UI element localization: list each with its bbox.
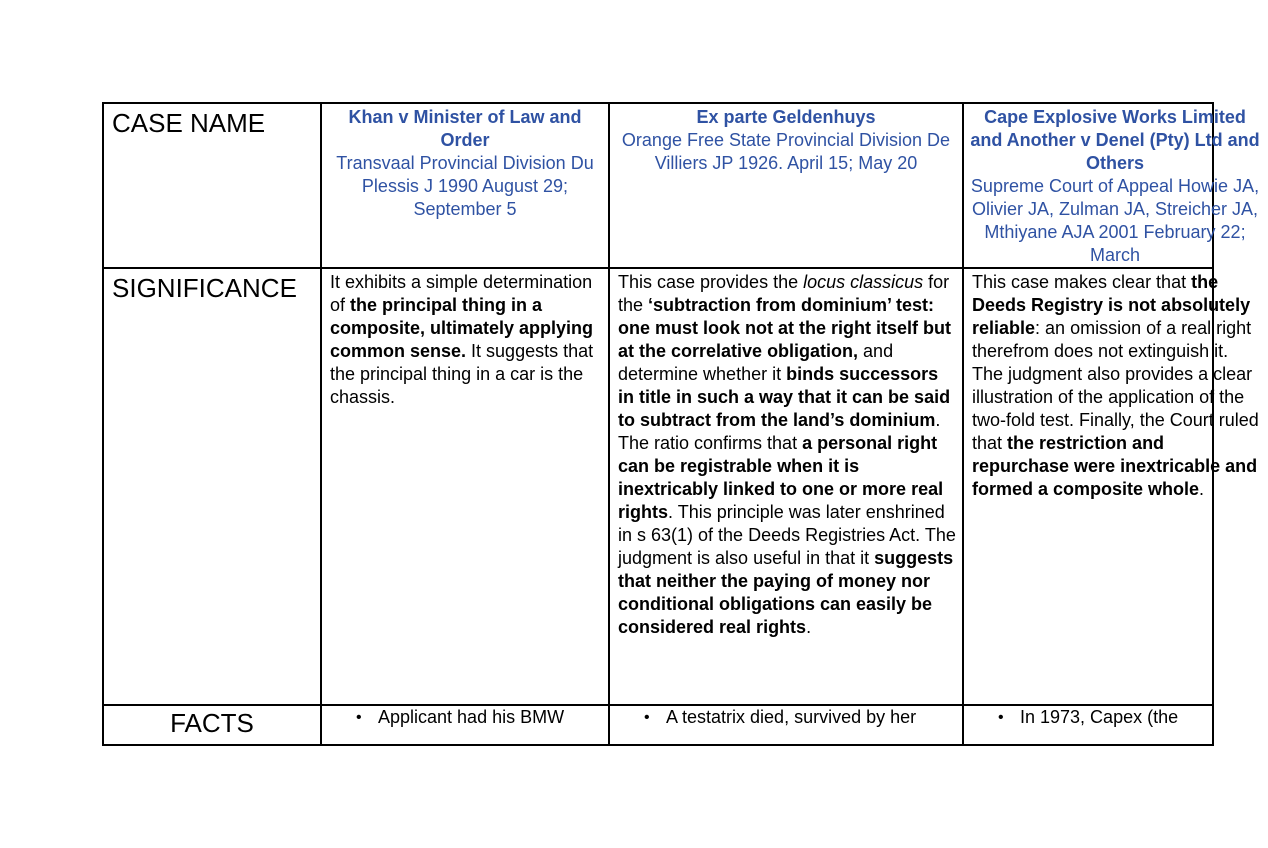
significance-run: : an omission of a real right therefrom does not extinguish it. The judgment also provides a clear illustration of the application of the two-fold test. Finally, the Court ruled that (972, 318, 1259, 453)
bullet-icon: • (644, 709, 650, 726)
significance-label: SIGNIFICANCE (112, 273, 297, 303)
case-heading-cell (963, 103, 1260, 268)
case-title: Khan v Minister of Law and Order (348, 107, 582, 150)
significance-bold-run: ‘subtraction from dominium’ test: one must look not at the right itself but at the correlative obligation, (618, 295, 951, 361)
case-heading-cell (609, 103, 963, 268)
significance-text (964, 269, 1268, 501)
case-name-row (103, 103, 1213, 268)
significance-run: and determine whether it (618, 341, 894, 384)
case-court-details: Transvaal Provincial Division Du Plessis J 1990 August 29; September 5 (336, 153, 594, 219)
significance-run: It exhibits a simple determination of (330, 272, 593, 315)
case-court-details: Orange Free State Provincial Division De Villiers JP 1926. April 15; May 20 (621, 130, 951, 173)
significance-bold-run: binds successors in title in such a way that it can be said to subtract from the land’s dominium (618, 364, 951, 430)
significance-run: This case provides the (618, 272, 804, 292)
significance-row (103, 268, 1213, 705)
significance-bold-run: suggests that neither the paying of money nor conditional obligations can easily be considered real rights (618, 548, 954, 637)
facts-cell (609, 705, 963, 745)
significance-bold-run: the Deeds Registry is not absolutely reliable (972, 272, 1251, 338)
significance-run: . (1199, 479, 1205, 499)
significance-run: . The ratio confirms that (618, 410, 941, 453)
facts-cell (321, 705, 609, 745)
fact-item (964, 706, 1212, 729)
case-summary-table (102, 102, 1260, 746)
fact-text: A testatrix died, survived by her (666, 707, 917, 727)
significance-run: . (806, 617, 812, 637)
case-name-label: CASE NAME (112, 108, 266, 138)
case-title: Cape Explosive Works Limited and Another v Denel (Pty) Ltd and Others (970, 107, 1260, 173)
fact-text: Applicant had his BMW (378, 707, 565, 727)
significance-cell (963, 268, 1259, 705)
bullet-icon: • (998, 709, 1004, 726)
significance-text (610, 269, 962, 639)
significance-run: It suggests that the principal thing in a car is the chassis. (330, 341, 594, 407)
facts-row (103, 705, 1213, 745)
significance-italic-run: locus classicus (803, 272, 924, 292)
significance-run: for the (618, 272, 950, 315)
fact-item (610, 706, 962, 729)
fact-item (322, 706, 608, 729)
fact-text: In 1973, Capex (the (1020, 707, 1179, 727)
bullet-icon: • (356, 709, 362, 726)
facts-label: FACTS (170, 708, 254, 738)
row-label-cell (103, 103, 321, 268)
significance-bold-run: the principal thing in a composite, ultimately applying common sense. (330, 295, 594, 361)
case-court-details: Supreme Court of Appeal Howie JA, Olivier JA, Zulman JA, Streicher JA, Mthiyane AJA 2001 February 22; March (970, 176, 1260, 265)
significance-run: . This principle was later enshrined in s 63(1) of the Deeds Registries Act. The judgment is also useful in that it (618, 502, 956, 568)
row-label-cell (103, 705, 321, 745)
significance-bold-run: a personal right can be registrable when it is inextricably linked to one or more real rights (618, 433, 944, 522)
significance-cell (321, 268, 609, 705)
case-heading-cell (321, 103, 609, 268)
significance-run: This case makes clear that (972, 272, 1192, 292)
case-heading (610, 104, 962, 175)
significance-bold-run: the restriction and repurchase were inextricable and formed a composite whole (972, 433, 1258, 499)
significance-cell (609, 268, 963, 705)
case-title: Ex parte Geldenhuys (696, 107, 876, 127)
case-heading (964, 104, 1266, 267)
row-label-cell (103, 268, 321, 705)
significance-text (322, 269, 608, 409)
case-heading (322, 104, 608, 221)
facts-cell (963, 705, 1213, 745)
